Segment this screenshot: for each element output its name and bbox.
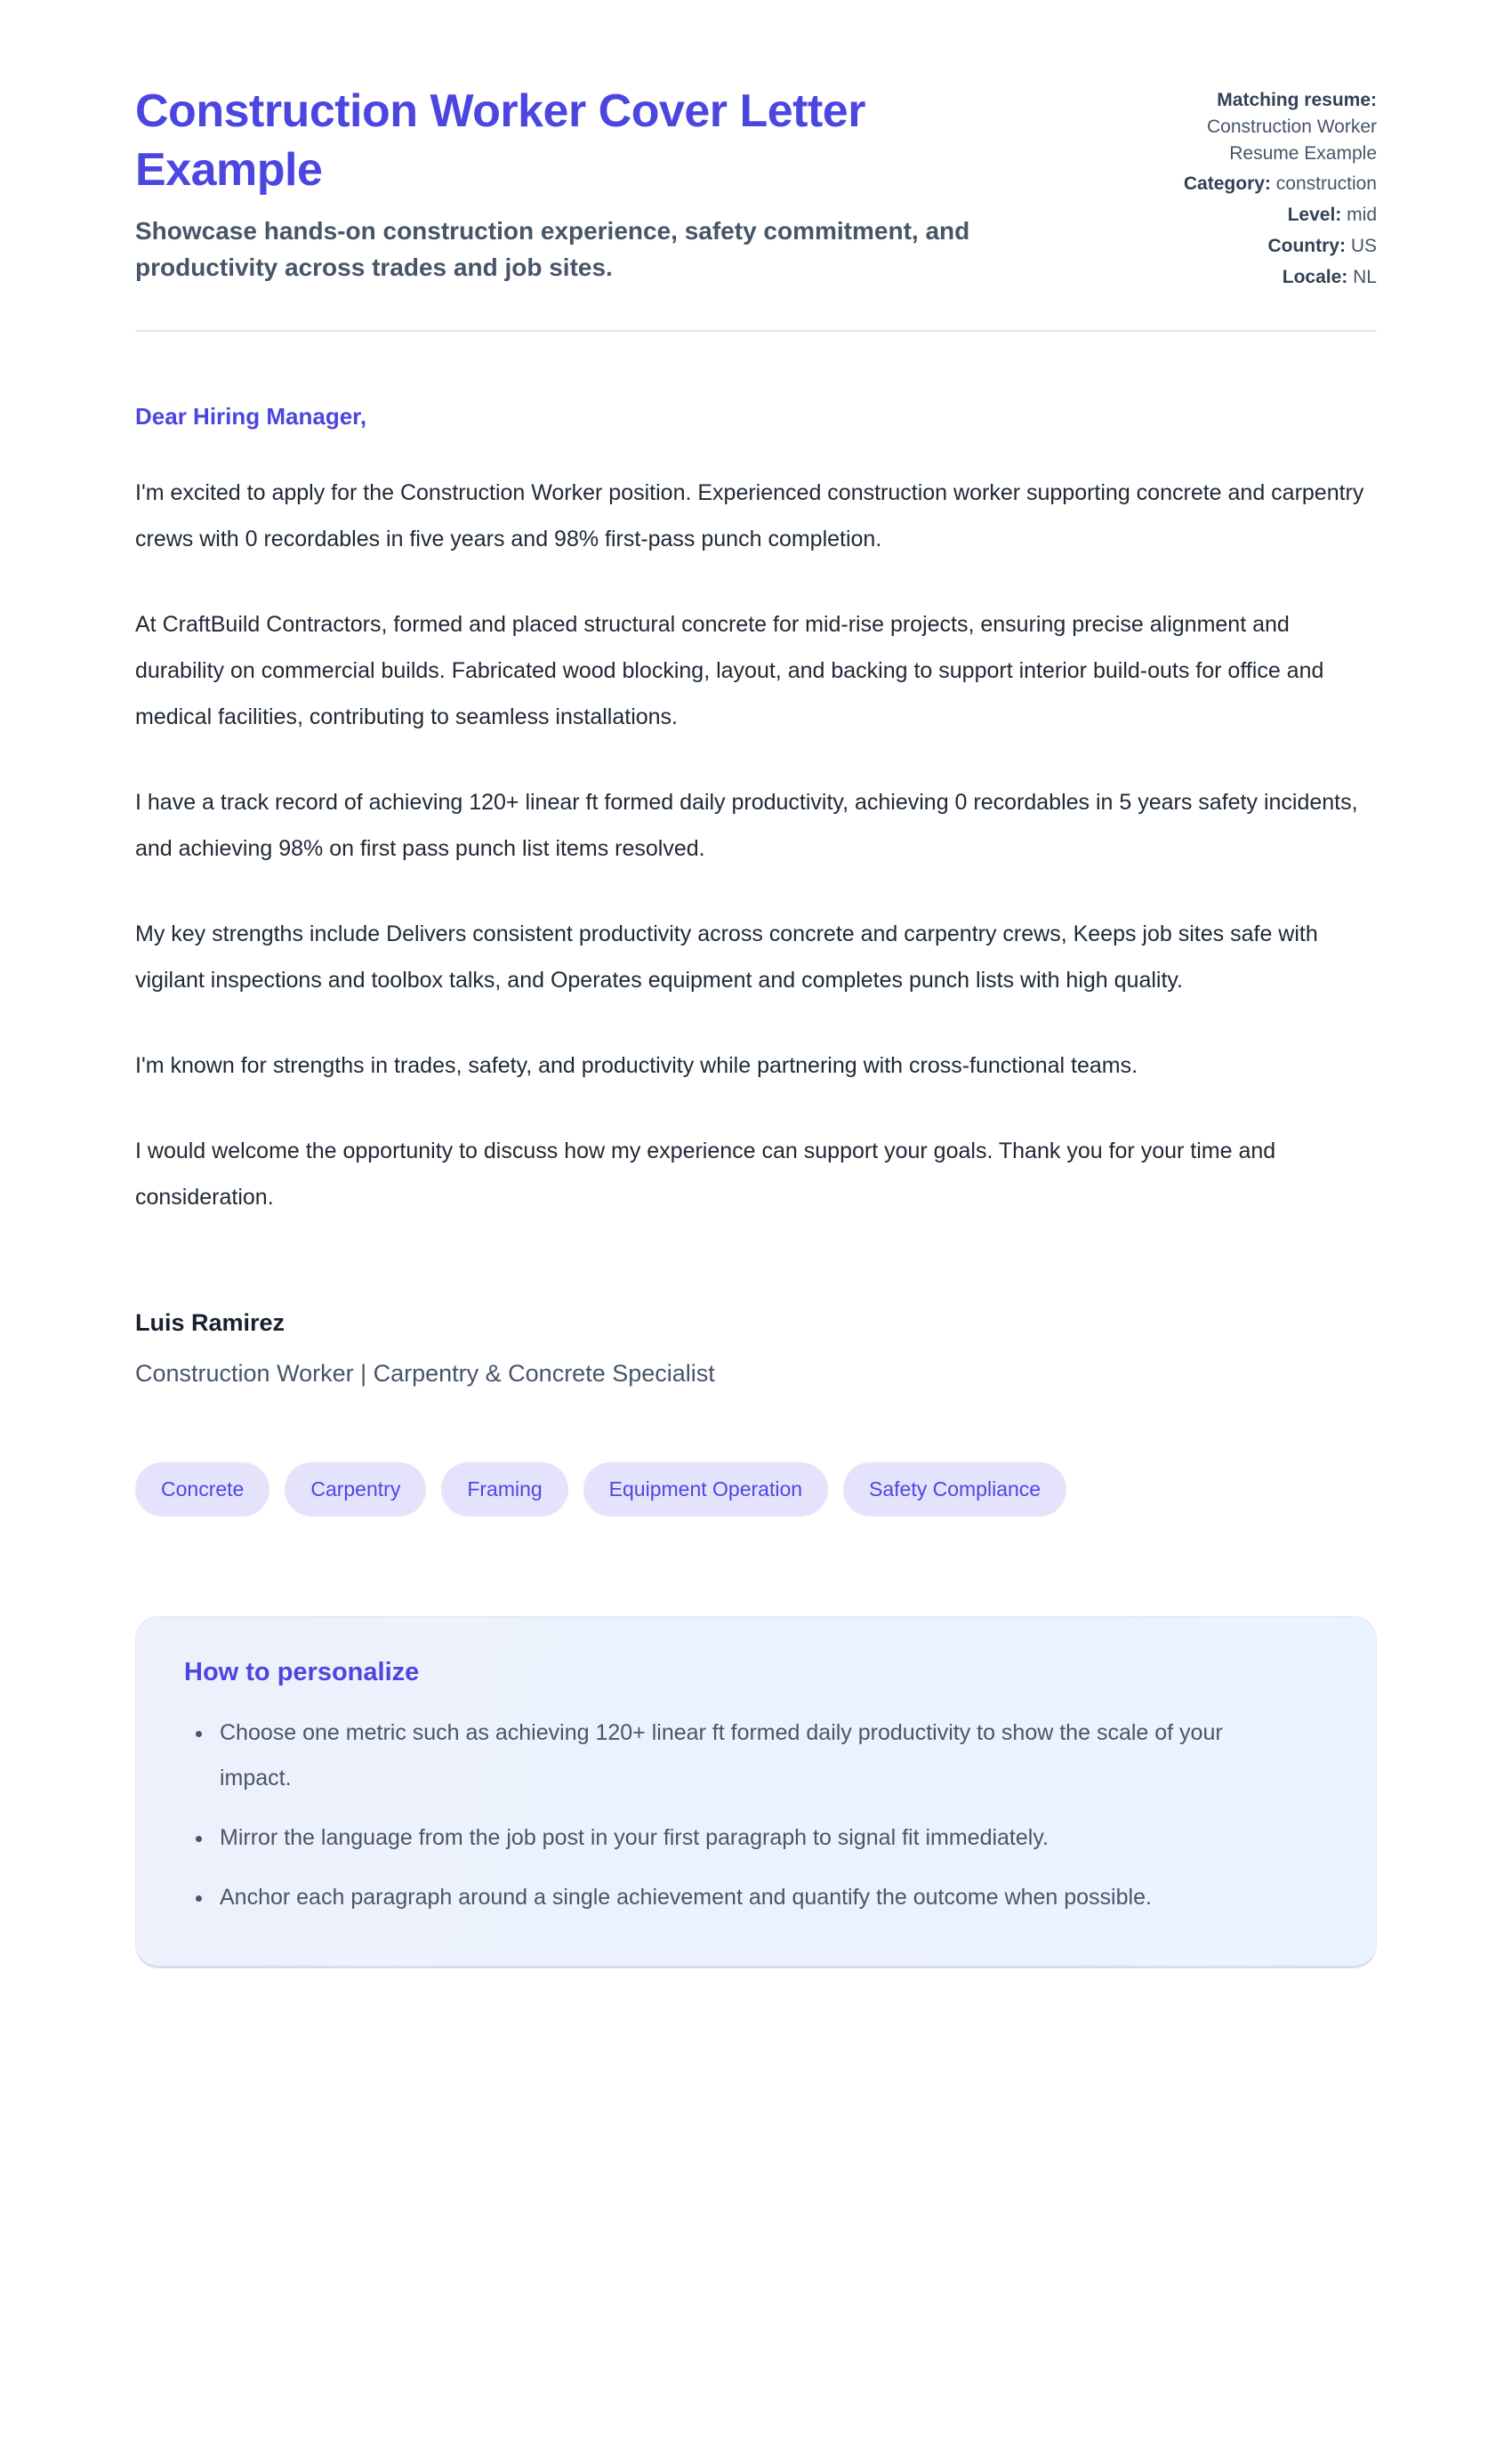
- meta-level: [1159, 202, 1377, 229]
- letter-paragraph-3: I have a track record of achieving 120+ linear ft formed daily productivity, achieving 0 recordables in 5 years safety incidents, and achieving 98% on first pass punch list items resolved.: [135, 789, 1358, 861]
- meta-country: [1159, 233, 1377, 260]
- meta-matching-resume: [1159, 87, 1377, 166]
- meta-level-value: mid: [1347, 205, 1377, 226]
- skill-tag-concrete: Concrete: [135, 1462, 269, 1517]
- meta-locale: [1159, 264, 1377, 291]
- letter-paragraph-2: At CraftBuild Contractors, formed and placed structural concrete for mid-rise projects, ensuring precise alignment and durability on commercial builds. Fabricated wood blocking, layout, and backing to support interior build-outs for office and medical facilities, contributing to seamless installations.: [135, 611, 1324, 729]
- letter-paragraph-6: I would welcome the opportunity to discuss how my experience can support your goals. Thank you for your time and consideration.: [135, 1138, 1276, 1210]
- meta-locale-value: NL: [1353, 266, 1377, 287]
- meta-level-label: Level:: [1287, 205, 1342, 226]
- letter-paragraph-5: I'm known for strengths in trades, safety, and productivity while partnering with cross-functional teams.: [135, 1052, 1138, 1078]
- meta-matching-resume-label: Matching resume:: [1217, 90, 1377, 110]
- skill-tags: [135, 1462, 1377, 1517]
- page-title: Construction Worker Cover Letter Example: [135, 85, 865, 197]
- meta-locale-label: Locale:: [1282, 266, 1348, 287]
- letter-paragraph-1: I'm excited to apply for the Construction Worker position. Experienced construction worker supporting concrete and carpentry crews with 0 recordables in five years and 98% first-pass punch completion.: [135, 479, 1364, 551]
- cover-letter-body: [135, 403, 1377, 1388]
- skill-tag-equipment-operation: Equipment Operation: [583, 1462, 828, 1517]
- skill-tag-framing: Framing: [441, 1462, 567, 1517]
- meta-matching-resume-value: Construction Worker Resume Example: [1206, 116, 1377, 164]
- meta-country-label: Country:: [1267, 236, 1346, 257]
- letter-paragraph-4: My key strengths include Delivers consistent productivity across concrete and carpentry crews, Keeps job sites safe with vigilant inspections and toolbox talks, and Operates equipment and completes punch lists with high quality.: [135, 921, 1318, 993]
- header: [135, 82, 1377, 291]
- header-divider: [135, 330, 1377, 332]
- personalize-title: How to personalize: [184, 1657, 420, 1686]
- personalize-tip-list: [184, 1710, 1328, 1921]
- meta-panel: [1159, 82, 1377, 291]
- personalize-box: [135, 1616, 1377, 1968]
- page-subtitle: Showcase hands-on construction experience, safety commitment, and productivity across trades and job sites.: [135, 217, 970, 281]
- meta-category-value: construction: [1275, 173, 1377, 195]
- signature-name: Luis Ramirez: [135, 1308, 286, 1336]
- header-text-block: [135, 82, 980, 286]
- personalize-tip-1: • Choose one metric such as achieving 120+ linear ft formed daily productivity to show the scale of your impact.: [214, 1710, 1264, 1802]
- personalize-tip-2: • Mirror the language from the job post in your first paragraph to signal fit immediately.: [214, 1815, 1264, 1861]
- skill-tag-carpentry: Carpentry: [285, 1462, 426, 1517]
- skill-tag-safety-compliance: Safety Compliance: [843, 1462, 1066, 1517]
- personalize-tip-3: • Anchor each paragraph around a single achievement and quantify the outcome when possible.: [214, 1875, 1264, 1920]
- letter-greeting: Dear Hiring Manager,: [135, 402, 367, 430]
- signature-role: Construction Worker | Carpentry & Concrete Specialist: [135, 1359, 715, 1387]
- meta-category: [1159, 171, 1377, 197]
- meta-country-value: US: [1350, 236, 1377, 257]
- meta-category-label: Category:: [1183, 173, 1271, 195]
